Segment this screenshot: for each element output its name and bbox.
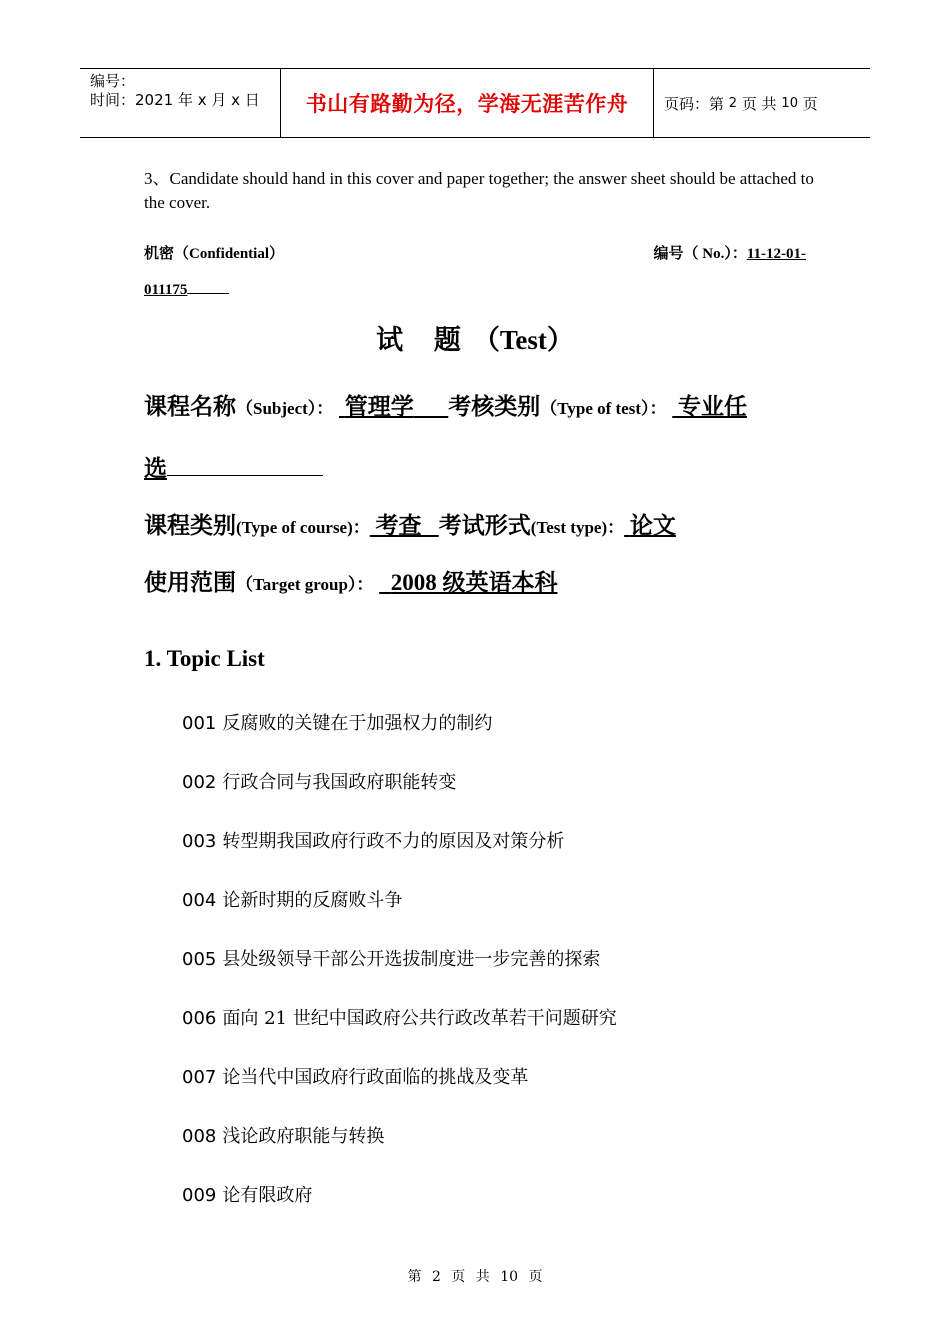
topic-text: 面向 21 世纪中国政府公共行政改革若干问题研究	[222, 1008, 617, 1029]
target-line	[144, 564, 557, 597]
title-cjk: 试 题	[376, 325, 473, 355]
topic-text: 浅论政府职能与转换	[222, 1126, 385, 1147]
course-type-label-cjk: 课程类别	[144, 513, 236, 538]
topic-num: 005	[182, 949, 217, 970]
target-value	[379, 570, 557, 595]
course-type-line	[144, 507, 676, 540]
page-title	[0, 318, 950, 357]
list-item	[182, 1063, 528, 1089]
test-type-value-2: 选	[144, 456, 167, 481]
header-motto	[281, 69, 654, 137]
header-meta	[80, 69, 281, 137]
test-type-value	[672, 394, 747, 419]
list-item	[182, 1122, 384, 1148]
list-item	[182, 827, 564, 853]
exam-form-value-text: 论文	[629, 513, 676, 538]
list-item	[182, 1181, 312, 1207]
test-type-continued	[144, 450, 323, 483]
target-value-text: 2008 级英语本科	[390, 570, 558, 595]
serial-label-no: 编号（ No.）：	[653, 246, 747, 262]
course-type-value	[370, 513, 439, 538]
section-title: 1. Topic List	[144, 646, 265, 671]
page-num: 2	[728, 95, 738, 111]
topic-text: 论当代中国政府行政面临的挑战及变革	[222, 1067, 529, 1088]
topic-num: 007	[182, 1067, 217, 1088]
date-label: 时间：2021 年 x 月 x 日	[90, 91, 260, 109]
list-item	[182, 886, 402, 912]
test-type-value-text: 专业任	[678, 394, 748, 419]
topic-num: 004	[182, 890, 217, 911]
subject-label-en: （Subject）：	[236, 399, 334, 418]
page-total: 10	[781, 95, 798, 111]
page-footer: 第 2 页 共 10 页	[407, 1269, 543, 1285]
header-page-info	[654, 69, 870, 137]
exam-form-value	[624, 513, 676, 538]
course-type-value-text: 考查	[375, 513, 422, 538]
topic-text: 转型期我国政府行政不力的原因及对策分析	[222, 831, 565, 852]
motto-text: 书山有路勤为径，学海无涯苦作舟	[305, 92, 629, 116]
topic-num: 001	[182, 713, 217, 734]
instruction-note: 3、Candidate should hand in this cover and paper together; the answer sheet should be attached to the cover.	[144, 169, 814, 212]
topic-text: 反腐败的关键在于加强权力的制约	[222, 713, 493, 734]
subject-value-text: 管理学	[344, 394, 414, 419]
list-item	[182, 945, 600, 971]
course-type-label-en: (Type of course)：	[236, 518, 370, 537]
subject-label-cjk: 课程名称	[144, 394, 236, 419]
topic-num: 002	[182, 772, 217, 793]
target-label-en: （Target group）：	[236, 575, 374, 594]
topic-num: 009	[182, 1185, 217, 1206]
list-item	[182, 1004, 617, 1030]
title-en: （Test）	[472, 325, 574, 355]
underline-blank-2	[167, 457, 323, 476]
topic-text: 论新时期的反腐败斗争	[222, 890, 403, 911]
exam-form-label-en: (Test type)：	[530, 518, 625, 537]
topic-num: 006	[182, 1008, 217, 1029]
underline-blank	[187, 279, 229, 294]
serial-value-1: 11-12-01-	[746, 246, 806, 262]
test-type-label-cjk: 考核类别	[448, 394, 541, 419]
topic-text: 论有限政府	[222, 1185, 313, 1206]
list-item	[182, 709, 492, 735]
test-type-label-en: （Type of test）：	[540, 399, 667, 418]
subject-value	[339, 394, 448, 419]
serial-value-2: 011175	[144, 282, 188, 298]
serial-number	[653, 242, 806, 263]
target-label-cjk: 使用范围	[144, 570, 236, 595]
serial-number-continued	[144, 279, 229, 299]
list-item	[182, 768, 456, 794]
page-prefix: 页码：第	[664, 94, 725, 113]
serial-label: 编号：	[90, 72, 136, 90]
subject-line	[144, 388, 747, 421]
topic-text: 行政合同与我国政府职能转变	[222, 772, 457, 793]
page-header	[80, 68, 870, 138]
topic-num: 008	[182, 1126, 217, 1147]
confidential-label: 机密（Confidential）	[144, 246, 285, 262]
page-suffix: 页	[802, 94, 818, 113]
topic-num: 003	[182, 831, 217, 852]
topic-text: 县处级领导干部公开选拔制度进一步完善的探索	[222, 949, 601, 970]
exam-form-label-cjk: 考试形式	[438, 513, 531, 538]
page-mid: 页 共	[741, 94, 777, 113]
